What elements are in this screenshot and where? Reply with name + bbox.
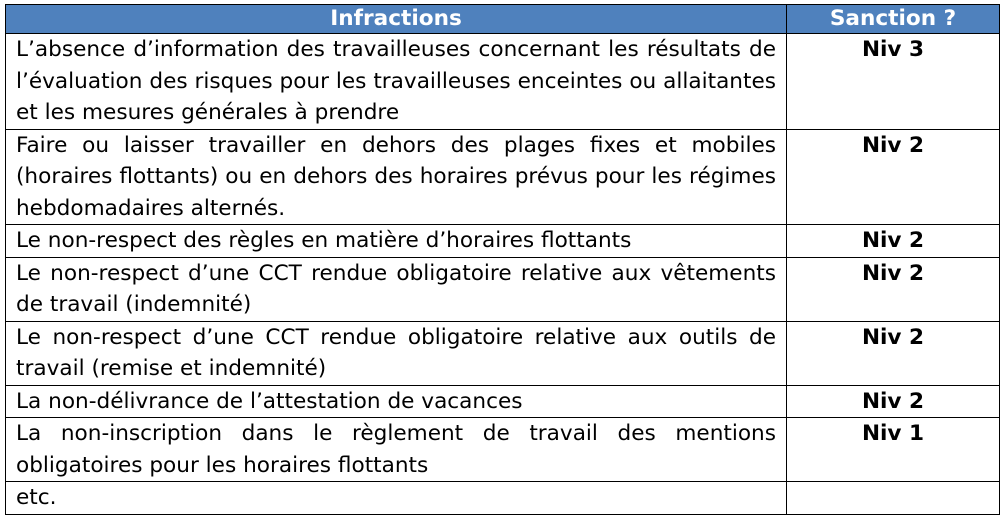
infraction-cell: Le non-respect d’une CCT rendue obligatoire relative aux outils de travail (remise et indemnité) <box>6 321 787 385</box>
sanction-cell: Niv 2 <box>787 129 1000 225</box>
table-row <box>6 482 1000 515</box>
infraction-cell: etc. <box>6 482 787 515</box>
infraction-cell: Le non-respect des règles en matière d’horaires flottants <box>6 225 787 258</box>
table-row <box>6 34 1000 130</box>
sanction-cell: Niv 2 <box>787 385 1000 418</box>
sanction-cell: Niv 2 <box>787 225 1000 258</box>
infractions-table <box>5 4 1000 515</box>
sanction-cell: Niv 2 <box>787 257 1000 321</box>
infraction-cell: Faire ou laisser travailler en dehors des plages fixes et mobiles (horaires flottants) ou en dehors des horaires prévus pour les régimes hebdomadaires alternés. <box>6 129 787 225</box>
table-header-row <box>6 5 1000 34</box>
table-row <box>6 129 1000 225</box>
infraction-cell: La non-délivrance de l’attestation de vacances <box>6 385 787 418</box>
infraction-cell: L’absence d’information des travailleuses concernant les résultats de l’évaluation des risques pour les travailleuses enceintes ou allaitantes et les mesures générales à prendre <box>6 34 787 130</box>
sanction-cell: Niv 1 <box>787 418 1000 482</box>
column-header-infractions: Infractions <box>6 5 787 34</box>
column-header-sanction: Sanction ? <box>787 5 1000 34</box>
table-row <box>6 257 1000 321</box>
sanction-cell <box>787 482 1000 515</box>
table-row <box>6 321 1000 385</box>
table-row <box>6 385 1000 418</box>
sanction-cell: Niv 2 <box>787 321 1000 385</box>
infraction-cell: Le non-respect d’une CCT rendue obligatoire relative aux vêtements de travail (indemnité) <box>6 257 787 321</box>
table-row <box>6 418 1000 482</box>
table-row <box>6 225 1000 258</box>
sanction-cell: Niv 3 <box>787 34 1000 130</box>
infraction-cell: La non-inscription dans le règlement de travail des mentions obligatoires pour les horaires flottants <box>6 418 787 482</box>
